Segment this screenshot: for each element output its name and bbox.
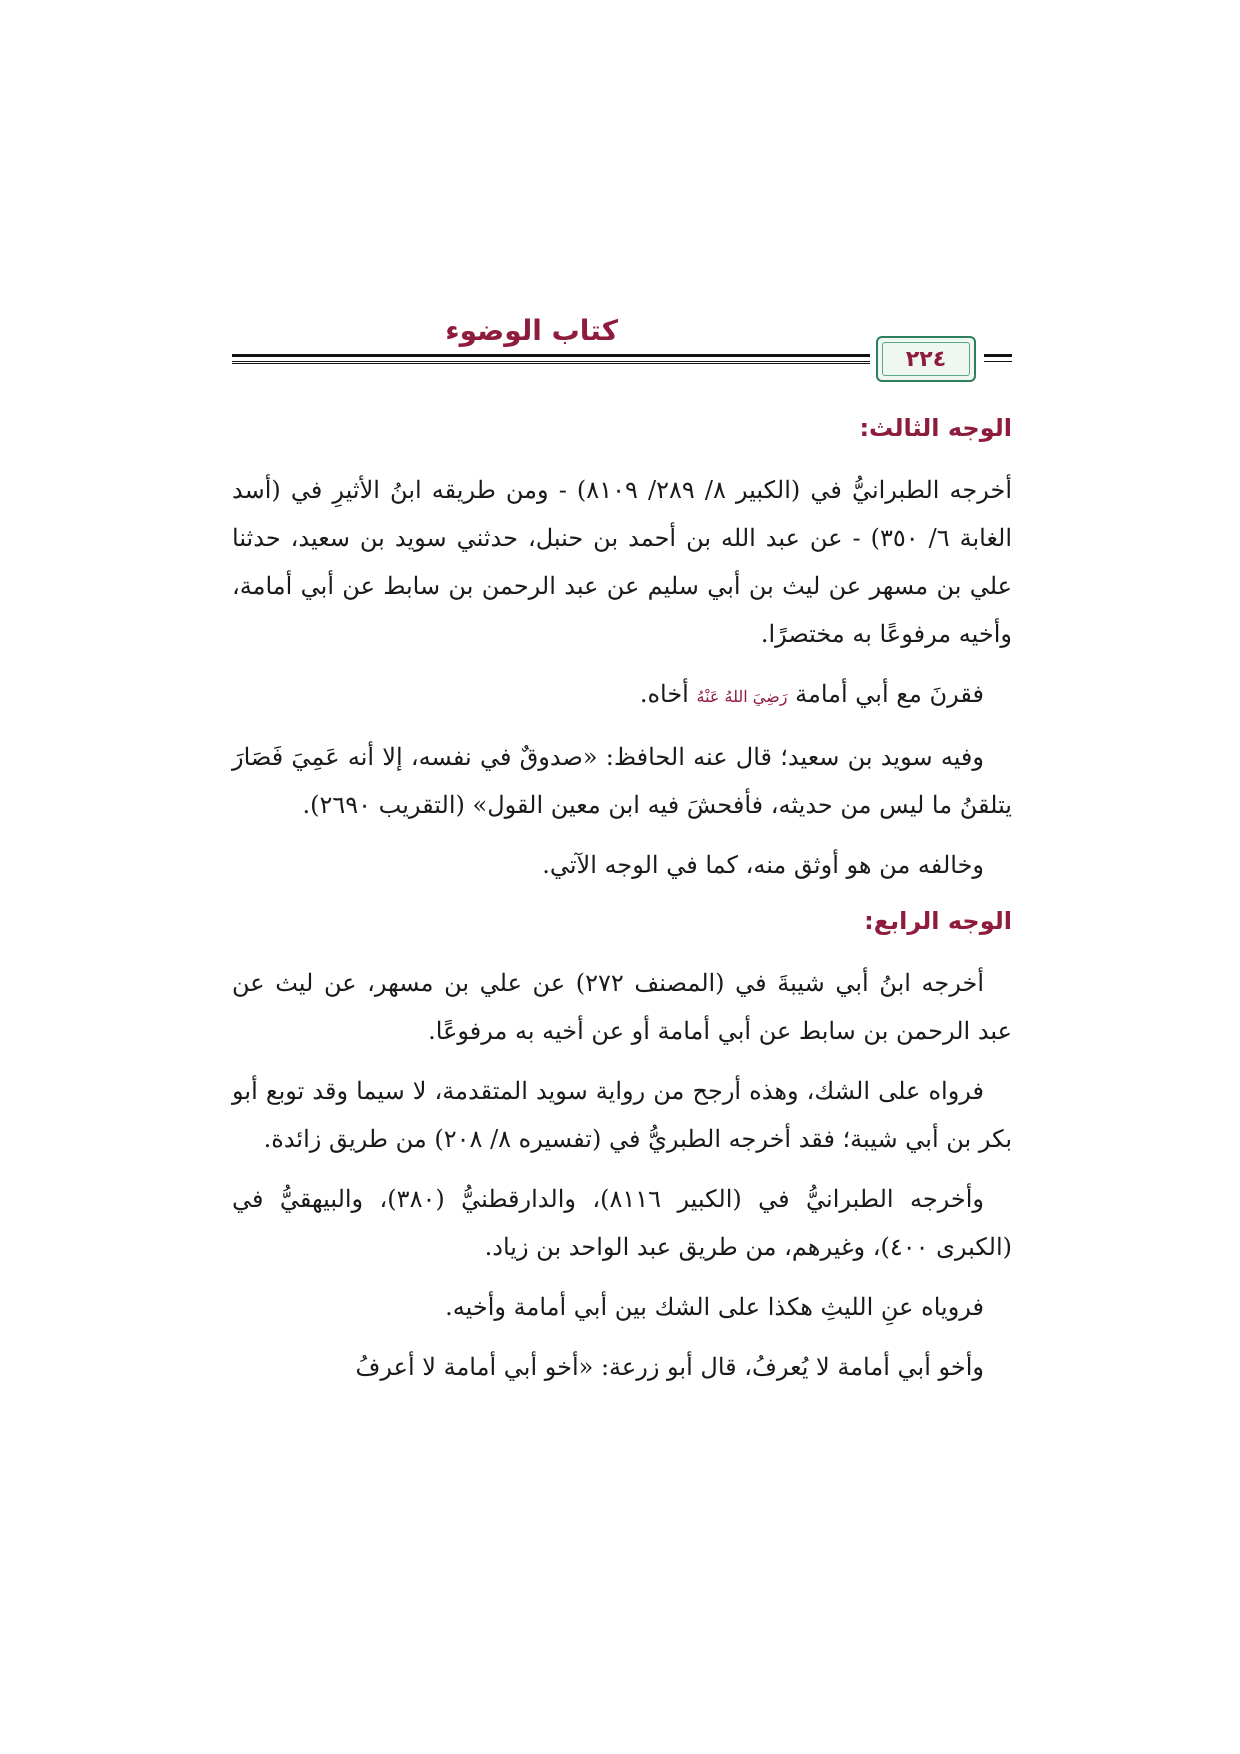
header-rule-end [984, 354, 1012, 362]
page-number: ٢٢٤ [905, 346, 947, 372]
paragraph [232, 670, 1012, 721]
page-header [232, 314, 1012, 390]
paragraph: وفيه سويد بن سعيد؛ قال عنه الحافظ: «صدوقٌ في نفسه، إلا أنه عَمِيَ فَصَارَ يتلقنُ ما ليس من حديثه، فأفحشَ فيه ابن معين القول» (التقريب ٢٦٩٠). [232, 743, 1012, 819]
paragraph: فروياه عنِ الليثِ هكذا على الشك بين أبي أمامة وأخيه. [445, 1293, 984, 1321]
page-body [232, 408, 1012, 1403]
paragraph: أخرجه الطبرانيُّ في (الكبير ٨/ ٢٨٩/ ٨١٠٩) - ومن طريقه ابنُ الأثيرِ في (أسد الغابة ٦/ ٣٥٠) - عن عبد الله بن أحمد بن حنبل، حدثني سويد بن سعيد، حدثنا علي بن مسهر عن ليث بن أبي سليم عن عبد الرحمن بن سابط عن أبي أمامة، وأخيه مرفوعًا به مختصرًا. [232, 476, 1013, 648]
page-number-badge [876, 336, 976, 382]
paragraph: فرواه على الشك، وهذه أرجح من رواية سويد المتقدمة، لا سيما وقد توبع أبو بكر بن أبي شيبة؛ فقد أخرجه الطبريُّ في (تفسيره ٨/ ٢٠٨) من طريق زائدة. [232, 1077, 1012, 1153]
section-heading-fourth: الوجه الرابع: [864, 907, 1012, 935]
book-title: كتاب الوضوء [445, 314, 618, 347]
paragraph: وأخرجه الطبرانيُّ في (الكبير ٨١١٦)، والدارقطنيُّ (٣٨٠)، والبيهقيُّ في (الكبرى ٤٠٠)، وغيرهم، من طريق عبد الواحد بن زياد. [232, 1185, 1012, 1261]
paragraph: وخالفه من هو أوثق منه، كما في الوجه الآتي. [542, 851, 984, 879]
honorific-glyph: رَضِيَ اللهُ عَنْهُ [696, 687, 788, 706]
paragraph: وأخو أبي أمامة لا يُعرفُ، قال أبو زرعة: «أخو أبي أمامة لا أعرفُ [355, 1353, 984, 1381]
paragraph: أخرجه ابنُ أبي شيبةَ في (المصنف ٢٧٢) عن علي بن مسهر، عن ليث عن عبد الرحمن بن سابط عن أبي أمامة أو عن أخيه به مرفوعًا. [232, 969, 1012, 1045]
header-rule [232, 354, 870, 362]
paragraph-text: فقرنَ مع أبي أمامة [795, 680, 984, 708]
paragraph-text: أخاه. [639, 680, 689, 708]
section-heading-third: الوجه الثالث: [859, 414, 1012, 442]
